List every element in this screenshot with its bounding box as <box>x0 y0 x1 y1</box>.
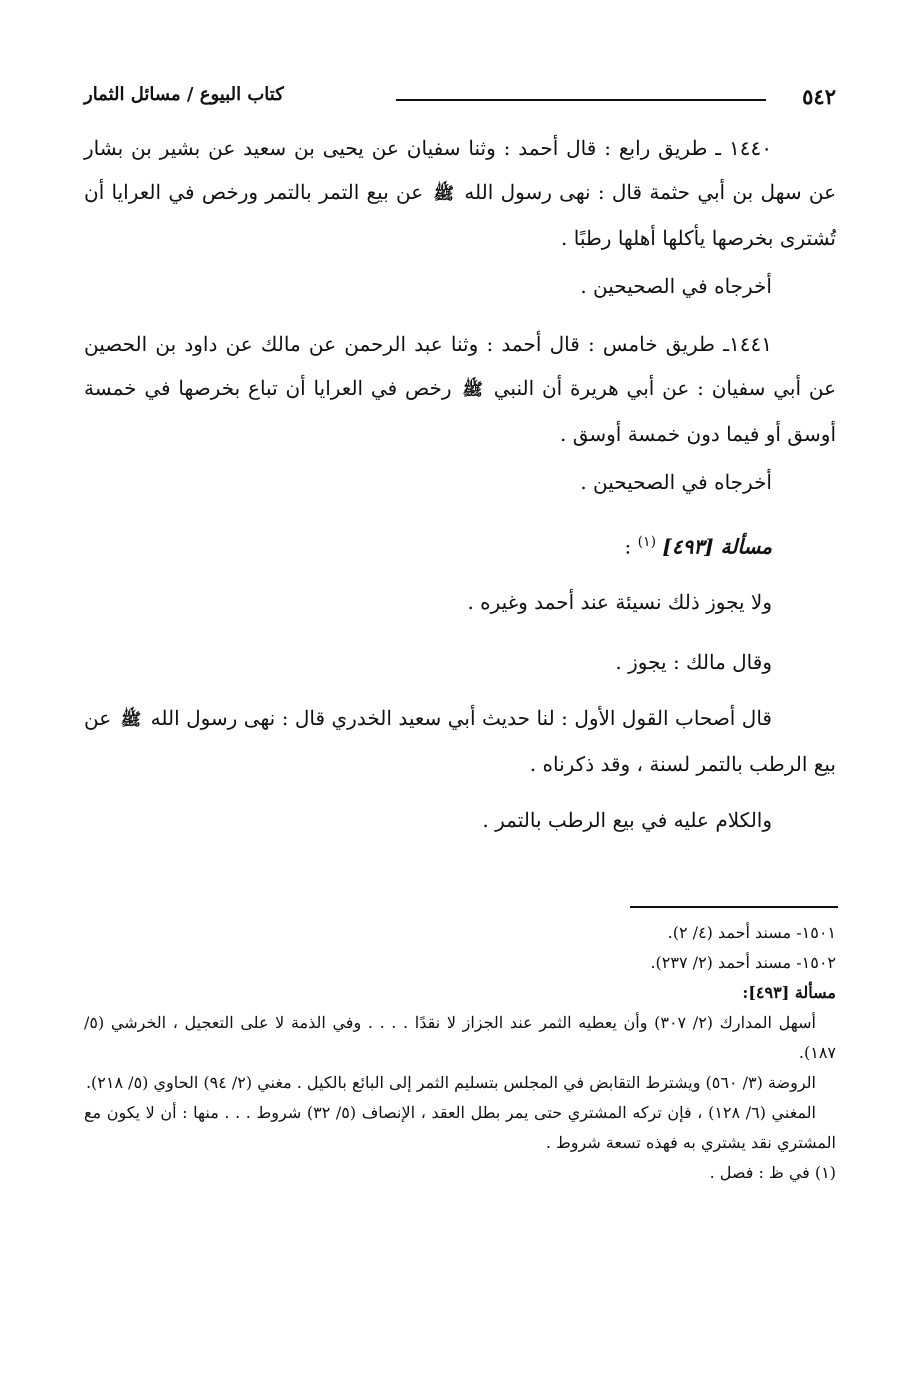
hadith-1441 <box>84 322 836 456</box>
footnote-issue-heading: مسألة [٤٩٣]: <box>742 983 836 1002</box>
paragraph-2-text: وقال مالك : يجوز . <box>615 650 772 674</box>
hadith-1440-lead: ١٤٤٠ ـ طريق رابع : قال أحمد : وثنا سفيان عن يحيى بن سعيد عن بشير بن بشار عن سهل بن أبي حثمة قال : نهى رسول الله <box>84 136 837 204</box>
header-rule <box>396 99 766 101</box>
source-note-1-text: أخرجاه في الصحيحين . <box>580 274 772 298</box>
hadith-1441-lead: ١٤٤١ـ طريق خامس : قال أحمد : وثنا عبد الرحمن عن مالك عن داود بن الحصين عن أبي سفيان : عن أبي هريرة أن النبي <box>84 332 837 400</box>
paragraph-2 <box>84 640 836 684</box>
hadith-1441-tail: رخص في العرايا أن تباع بخرصها في خمسة أوسق أو فيما دون خمسة أوسق . <box>84 376 836 446</box>
paragraph-1-text: ولا يجوز ذلك نسيئة عند أحمد وغيره . <box>467 590 772 614</box>
running-title: كتاب البيوع / مسائل الثمار <box>84 84 284 105</box>
paragraph-3 <box>84 696 836 786</box>
footnote-reference: (١) <box>637 534 657 550</box>
footnotes <box>84 918 836 1188</box>
source-note-2-text: أخرجاه في الصحيحين . <box>580 470 772 494</box>
footnote-maliki: أسهل المدارك (٢/ ٣٠٧) وأن يعطيه الثمر عند الجزاز لا نقدًا . . . . وفي الذمة لا على التعجيل ، الخرشي (٥/ ١٨٧). <box>84 1013 836 1062</box>
issue-heading <box>84 520 836 569</box>
page-number: ٥٤٢ <box>802 84 836 109</box>
hadith-1440-tail: عن بيع التمر بالتمر ورخص في العرايا أن تُشترى بخرصها يأكلها أهلها رطبًا . <box>84 180 836 250</box>
source-note-1 <box>84 264 836 308</box>
hadith-1440 <box>84 126 836 260</box>
footnote-1502: ١٥٠٢- مسند أحمد (٢/ ٢٣٧). <box>650 953 836 972</box>
issue-colon: : <box>624 534 632 559</box>
paragraph-3-tail: عن بيع الرطب بالتمر لسنة ، وقد ذكرناه . <box>84 706 836 776</box>
footnote-hanbali: المغني (٦/ ١٢٨) ، فإن تركه المشتري حتى يمر بطل العقد ، الإنصاف (٥/ ٣٢) شروط . . . منها : أن لا يكون مع المشتري نقد يشتري به فهذه تسعة شروط . <box>84 1103 836 1152</box>
salutation-seal-icon: ﷺ <box>120 710 142 730</box>
footnote-1501: ١٥٠١- مسند أحمد (٤/ ٢). <box>667 923 836 942</box>
salutation-seal-icon: ﷺ <box>433 184 455 204</box>
page-header <box>84 84 836 114</box>
source-note-2 <box>84 460 836 504</box>
footnote-shafii: الروضة (٣/ ٥٦٠) ويشترط التقابض في المجلس بتسليم الثمر إلى البائع بالكيل . مغني (٢/ ٩٤) الحاوي (٥/ ٢١٨). <box>85 1073 816 1092</box>
paragraph-4 <box>84 798 836 842</box>
footnote-rule <box>630 906 838 908</box>
paragraph-1 <box>84 580 836 624</box>
issue-title: مسألة [٤٩٣] <box>662 534 772 559</box>
paragraph-4-text: والكلام عليه في بيع الرطب بالتمر . <box>482 808 772 832</box>
paragraph-3-lead: قال أصحاب القول الأول : لنا حديث أبي سعيد الخدري قال : نهى رسول الله <box>150 706 772 730</box>
footnote-manuscript-variant: (١) في ظ : فصل . <box>709 1163 836 1182</box>
salutation-seal-icon: ﷺ <box>462 380 483 400</box>
